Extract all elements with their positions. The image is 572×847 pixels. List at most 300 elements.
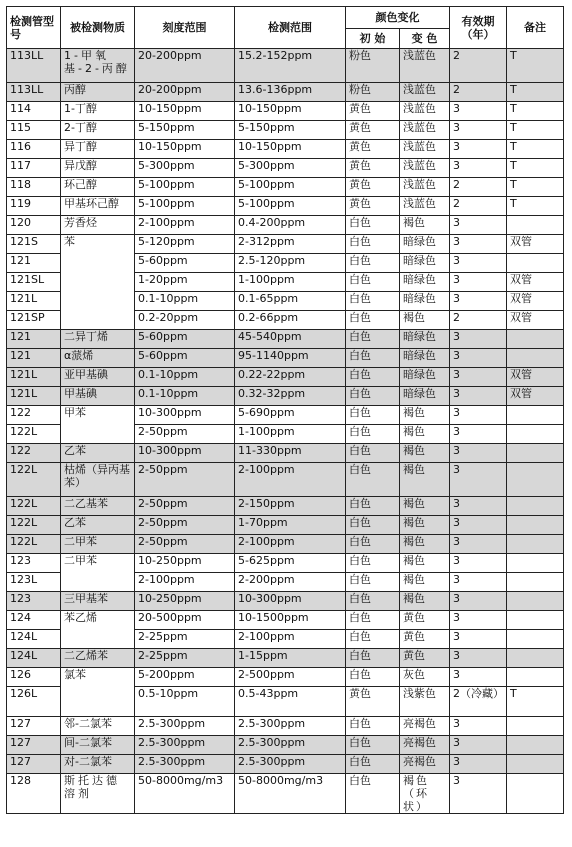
cell-changed: 褐色 [400, 311, 450, 330]
header-substance: 被检测物质 [61, 7, 135, 49]
cell-initial: 白色 [346, 330, 400, 349]
cell-note [507, 774, 564, 814]
cell-model: 127 [7, 717, 61, 736]
cell-note [507, 444, 564, 463]
table-row [7, 463, 564, 497]
cell-validity: 3 [450, 774, 507, 814]
cell-note: T [507, 102, 564, 121]
cell-range: 45-540ppm [235, 330, 346, 349]
cell-model: 115 [7, 121, 61, 140]
cell-initial: 白色 [346, 736, 400, 755]
cell-initial: 白色 [346, 311, 400, 330]
cell-initial: 白色 [346, 254, 400, 273]
cell-range: 5-690ppm [235, 406, 346, 425]
cell-initial: 白色 [346, 649, 400, 668]
cell-model: 114 [7, 102, 61, 121]
cell-model: 121S [7, 235, 61, 254]
cell-validity: 3 [450, 535, 507, 554]
cell-changed: 褐色 [400, 463, 450, 497]
detector-tube-table [6, 6, 564, 814]
cell-scale: 10-150ppm [135, 140, 235, 159]
cell-substance: 二乙基苯 [61, 497, 135, 516]
table-row [7, 630, 564, 649]
table-row [7, 159, 564, 178]
cell-validity: 3 [450, 102, 507, 121]
cell-range: 2.5-300ppm [235, 717, 346, 736]
table-row [7, 121, 564, 140]
cell-initial: 白色 [346, 717, 400, 736]
cell-model: 122L [7, 425, 61, 444]
cell-note [507, 554, 564, 573]
cell-scale: 5-60ppm [135, 349, 235, 368]
cell-initial: 白色 [346, 774, 400, 814]
table-row [7, 178, 564, 197]
cell-validity: 3 [450, 649, 507, 668]
cell-initial: 黄色 [346, 121, 400, 140]
cell-note [507, 425, 564, 444]
cell-model: 124L [7, 630, 61, 649]
table-row [7, 406, 564, 425]
cell-validity: 3 [450, 554, 507, 573]
cell-substance: 邻-二氯苯 [61, 717, 135, 736]
cell-scale: 2-50ppm [135, 425, 235, 444]
cell-model: 113LL [7, 49, 61, 83]
cell-changed: 暗绿色 [400, 368, 450, 387]
cell-note: T [507, 159, 564, 178]
table-row [7, 497, 564, 516]
cell-model: 121 [7, 254, 61, 273]
cell-initial: 白色 [346, 425, 400, 444]
cell-changed: 亮褐色 [400, 736, 450, 755]
cell-range: 2-100ppm [235, 535, 346, 554]
cell-range: 5-150ppm [235, 121, 346, 140]
cell-range: 2-200ppm [235, 573, 346, 592]
cell-scale: 20-500ppm [135, 611, 235, 630]
cell-initial: 白色 [346, 463, 400, 497]
table-row [7, 554, 564, 573]
cell-initial: 白色 [346, 273, 400, 292]
cell-note [507, 611, 564, 630]
cell-changed: 亮褐色 [400, 717, 450, 736]
cell-scale: 0.2-20ppm [135, 311, 235, 330]
cell-range: 5-100ppm [235, 197, 346, 216]
cell-changed: 褐色 [400, 497, 450, 516]
cell-note [507, 592, 564, 611]
cell-scale: 5-200ppm [135, 668, 235, 687]
table-row [7, 83, 564, 102]
cell-range: 2-100ppm [235, 630, 346, 649]
cell-validity: 3 [450, 368, 507, 387]
cell-range: 2.5-120ppm [235, 254, 346, 273]
table-row [7, 368, 564, 387]
table-row [7, 387, 564, 406]
table-row [7, 535, 564, 554]
cell-substance [61, 311, 135, 330]
table-row [7, 254, 564, 273]
cell-changed: 褐色（环状） [400, 774, 450, 814]
cell-substance [61, 254, 135, 273]
cell-changed: 褐色 [400, 554, 450, 573]
cell-changed: 褐色 [400, 406, 450, 425]
cell-range: 50-8000mg/m3 [235, 774, 346, 814]
cell-initial: 白色 [346, 235, 400, 254]
cell-range: 0.1-65ppm [235, 292, 346, 311]
cell-model: 121L [7, 292, 61, 311]
cell-model: 122L [7, 535, 61, 554]
cell-initial: 黄色 [346, 197, 400, 216]
cell-range: 10-300ppm [235, 592, 346, 611]
cell-scale: 2-25ppm [135, 630, 235, 649]
cell-substance: 1-丁醇 [61, 102, 135, 121]
cell-model: 113LL [7, 83, 61, 102]
table-row [7, 516, 564, 535]
cell-validity: 3 [450, 159, 507, 178]
cell-substance: 二甲苯 [61, 554, 135, 573]
cell-range: 10-150ppm [235, 140, 346, 159]
cell-validity: 3 [450, 736, 507, 755]
cell-changed: 灰色 [400, 668, 450, 687]
cell-validity: 3 [450, 349, 507, 368]
cell-note: 双管 [507, 292, 564, 311]
cell-validity: 3 [450, 516, 507, 535]
cell-scale: 2-100ppm [135, 573, 235, 592]
cell-substance [61, 425, 135, 444]
cell-changed: 褐色 [400, 444, 450, 463]
cell-changed: 褐色 [400, 516, 450, 535]
cell-note [507, 630, 564, 649]
cell-substance: 二甲苯 [61, 535, 135, 554]
cell-range: 13.6-136ppm [235, 83, 346, 102]
table-row [7, 649, 564, 668]
cell-initial: 白色 [346, 535, 400, 554]
table-row [7, 668, 564, 687]
cell-range: 1-100ppm [235, 425, 346, 444]
cell-changed: 浅蓝色 [400, 102, 450, 121]
cell-changed: 褐色 [400, 573, 450, 592]
cell-scale: 5-100ppm [135, 178, 235, 197]
cell-model: 123L [7, 573, 61, 592]
cell-note [507, 717, 564, 736]
cell-changed: 暗绿色 [400, 292, 450, 311]
cell-validity: 3 [450, 406, 507, 425]
table-row [7, 573, 564, 592]
cell-substance: 枯烯（异丙基苯） [61, 463, 135, 497]
cell-model: 121SP [7, 311, 61, 330]
cell-initial: 黄色 [346, 687, 400, 717]
cell-note [507, 406, 564, 425]
cell-range: 2-500ppm [235, 668, 346, 687]
cell-validity: 3 [450, 463, 507, 497]
cell-model: 122L [7, 516, 61, 535]
table-row [7, 311, 564, 330]
cell-initial: 白色 [346, 516, 400, 535]
cell-initial: 白色 [346, 592, 400, 611]
cell-scale: 2-50ppm [135, 535, 235, 554]
cell-validity: 2 [450, 49, 507, 83]
cell-validity: 3 [450, 630, 507, 649]
cell-range: 10-150ppm [235, 102, 346, 121]
cell-scale: 2-50ppm [135, 497, 235, 516]
cell-changed: 浅蓝色 [400, 83, 450, 102]
cell-model: 122L [7, 463, 61, 497]
cell-scale: 10-250ppm [135, 554, 235, 573]
cell-initial: 白色 [346, 611, 400, 630]
cell-note [507, 649, 564, 668]
cell-note: T [507, 49, 564, 83]
cell-range: 0.5-43ppm [235, 687, 346, 717]
cell-note: T [507, 121, 564, 140]
cell-scale: 5-60ppm [135, 254, 235, 273]
cell-model: 122 [7, 444, 61, 463]
cell-model: 122 [7, 406, 61, 425]
cell-range: 0.22-22ppm [235, 368, 346, 387]
cell-substance: 异丁醇 [61, 140, 135, 159]
cell-note [507, 516, 564, 535]
header-model: 检测管型号 [7, 7, 61, 49]
table-row [7, 216, 564, 235]
cell-substance: 丙醇 [61, 83, 135, 102]
table-row [7, 611, 564, 630]
header-validity: 有效期（年） [450, 7, 507, 49]
cell-note [507, 349, 564, 368]
cell-scale: 10-300ppm [135, 444, 235, 463]
cell-range: 1-70ppm [235, 516, 346, 535]
cell-note: 双管 [507, 311, 564, 330]
cell-model: 116 [7, 140, 61, 159]
cell-scale: 2.5-300ppm [135, 755, 235, 774]
cell-changed: 褐色 [400, 592, 450, 611]
cell-substance: 二异丁烯 [61, 330, 135, 349]
cell-validity: 3 [450, 592, 507, 611]
cell-initial: 白色 [346, 444, 400, 463]
cell-changed: 浅蓝色 [400, 178, 450, 197]
header-changed: 变 色 [400, 29, 450, 49]
table-row [7, 755, 564, 774]
cell-model: 127 [7, 736, 61, 755]
cell-model: 122L [7, 497, 61, 516]
table-row [7, 736, 564, 755]
cell-substance: 1-甲氧基-2-丙醇 [61, 49, 135, 83]
cell-substance: 二乙烯苯 [61, 649, 135, 668]
cell-validity: 3 [450, 216, 507, 235]
cell-model: 123 [7, 554, 61, 573]
cell-validity: 3 [450, 292, 507, 311]
cell-substance: 2-丁醇 [61, 121, 135, 140]
cell-scale: 10-300ppm [135, 406, 235, 425]
cell-substance: 苯 [61, 235, 135, 254]
header-color-change: 颜色变化 [346, 7, 450, 29]
cell-substance: 异戊醇 [61, 159, 135, 178]
cell-scale: 5-100ppm [135, 197, 235, 216]
cell-substance [61, 292, 135, 311]
cell-changed: 暗绿色 [400, 273, 450, 292]
cell-validity: 2 [450, 178, 507, 197]
cell-validity: 3 [450, 387, 507, 406]
cell-validity: 3 [450, 425, 507, 444]
table-row [7, 687, 564, 717]
cell-substance: 间-二氯苯 [61, 736, 135, 755]
cell-substance: 对-二氯苯 [61, 755, 135, 774]
cell-initial: 白色 [346, 292, 400, 311]
cell-note: 双管 [507, 273, 564, 292]
cell-scale: 50-8000mg/m3 [135, 774, 235, 814]
cell-substance: 亚甲基碘 [61, 368, 135, 387]
table-row [7, 592, 564, 611]
cell-initial: 粉色 [346, 49, 400, 83]
cell-model: 121L [7, 387, 61, 406]
header-range: 检测范围 [235, 7, 346, 49]
cell-range: 0.32-32ppm [235, 387, 346, 406]
header-scale: 刻度范围 [135, 7, 235, 49]
cell-initial: 白色 [346, 349, 400, 368]
cell-model: 123 [7, 592, 61, 611]
cell-note [507, 254, 564, 273]
cell-scale: 0.1-10ppm [135, 292, 235, 311]
cell-range: 2.5-300ppm [235, 755, 346, 774]
cell-initial: 白色 [346, 755, 400, 774]
cell-model: 121SL [7, 273, 61, 292]
cell-note: T [507, 687, 564, 717]
cell-scale: 0.1-10ppm [135, 387, 235, 406]
cell-changed: 暗绿色 [400, 387, 450, 406]
cell-scale: 2-100ppm [135, 216, 235, 235]
cell-note: T [507, 140, 564, 159]
cell-substance: α蒎烯 [61, 349, 135, 368]
cell-initial: 白色 [346, 406, 400, 425]
cell-scale: 2.5-300ppm [135, 736, 235, 755]
table-row [7, 444, 564, 463]
cell-changed: 褐色 [400, 535, 450, 554]
cell-changed: 亮褐色 [400, 755, 450, 774]
cell-model: 126L [7, 687, 61, 717]
cell-changed: 暗绿色 [400, 254, 450, 273]
table-row [7, 273, 564, 292]
table-row [7, 330, 564, 349]
cell-changed: 黄色 [400, 630, 450, 649]
cell-note [507, 330, 564, 349]
cell-range: 2-100ppm [235, 463, 346, 497]
cell-changed: 浅紫色 [400, 687, 450, 717]
cell-initial: 黄色 [346, 159, 400, 178]
cell-model: 126 [7, 668, 61, 687]
cell-model: 118 [7, 178, 61, 197]
cell-scale: 0.1-10ppm [135, 368, 235, 387]
table-row [7, 140, 564, 159]
cell-changed: 浅蓝色 [400, 49, 450, 83]
cell-substance: 氯苯 [61, 668, 135, 687]
cell-note: 双管 [507, 387, 564, 406]
cell-model: 127 [7, 755, 61, 774]
header-note: 备注 [507, 7, 564, 49]
cell-initial: 粉色 [346, 83, 400, 102]
cell-scale: 2-50ppm [135, 463, 235, 497]
cell-validity: 3 [450, 330, 507, 349]
cell-model: 124 [7, 611, 61, 630]
cell-model: 117 [7, 159, 61, 178]
cell-validity: 3 [450, 140, 507, 159]
table-body [7, 49, 564, 814]
cell-scale: 5-150ppm [135, 121, 235, 140]
cell-validity: 3 [450, 444, 507, 463]
cell-validity: 2（冷藏） [450, 687, 507, 717]
cell-model: 121L [7, 368, 61, 387]
cell-substance [61, 573, 135, 592]
cell-range: 10-1500ppm [235, 611, 346, 630]
cell-validity: 3 [450, 755, 507, 774]
table-row [7, 102, 564, 121]
cell-scale: 5-120ppm [135, 235, 235, 254]
table-row [7, 349, 564, 368]
cell-note [507, 463, 564, 497]
cell-validity: 2 [450, 83, 507, 102]
cell-substance: 乙苯 [61, 444, 135, 463]
cell-validity: 3 [450, 235, 507, 254]
cell-range: 0.4-200ppm [235, 216, 346, 235]
cell-note: T [507, 197, 564, 216]
cell-note: 双管 [507, 368, 564, 387]
cell-scale: 20-200ppm [135, 83, 235, 102]
cell-validity: 3 [450, 611, 507, 630]
cell-changed: 褐色 [400, 216, 450, 235]
cell-range: 1-100ppm [235, 273, 346, 292]
cell-changed: 暗绿色 [400, 330, 450, 349]
cell-validity: 3 [450, 668, 507, 687]
cell-changed: 暗绿色 [400, 235, 450, 254]
cell-substance: 芳香烃 [61, 216, 135, 235]
cell-scale: 0.5-10ppm [135, 687, 235, 717]
cell-initial: 黄色 [346, 178, 400, 197]
cell-validity: 3 [450, 497, 507, 516]
cell-range: 2.5-300ppm [235, 736, 346, 755]
cell-note: T [507, 83, 564, 102]
cell-initial: 黄色 [346, 140, 400, 159]
cell-substance [61, 687, 135, 717]
cell-model: 128 [7, 774, 61, 814]
cell-substance [61, 630, 135, 649]
table-row [7, 197, 564, 216]
cell-changed: 浅蓝色 [400, 159, 450, 178]
cell-range: 2-312ppm [235, 235, 346, 254]
cell-scale: 2-25ppm [135, 649, 235, 668]
cell-substance: 三甲基苯 [61, 592, 135, 611]
cell-validity: 2 [450, 197, 507, 216]
cell-substance [61, 273, 135, 292]
cell-substance: 甲基环己醇 [61, 197, 135, 216]
cell-changed: 褐色 [400, 425, 450, 444]
cell-model: 120 [7, 216, 61, 235]
cell-validity: 3 [450, 573, 507, 592]
table-row [7, 49, 564, 83]
table-row [7, 292, 564, 311]
cell-scale: 10-250ppm [135, 592, 235, 611]
cell-scale: 1-20ppm [135, 273, 235, 292]
cell-initial: 黄色 [346, 102, 400, 121]
cell-range: 5-300ppm [235, 159, 346, 178]
cell-initial: 白色 [346, 573, 400, 592]
cell-initial: 白色 [346, 387, 400, 406]
cell-validity: 3 [450, 254, 507, 273]
cell-model: 121 [7, 330, 61, 349]
cell-changed: 黄色 [400, 611, 450, 630]
cell-range: 11-330ppm [235, 444, 346, 463]
cell-range: 5-625ppm [235, 554, 346, 573]
cell-initial: 白色 [346, 216, 400, 235]
cell-model: 119 [7, 197, 61, 216]
cell-changed: 黄色 [400, 649, 450, 668]
cell-note: 双管 [507, 235, 564, 254]
cell-scale: 20-200ppm [135, 49, 235, 83]
cell-initial: 白色 [346, 668, 400, 687]
